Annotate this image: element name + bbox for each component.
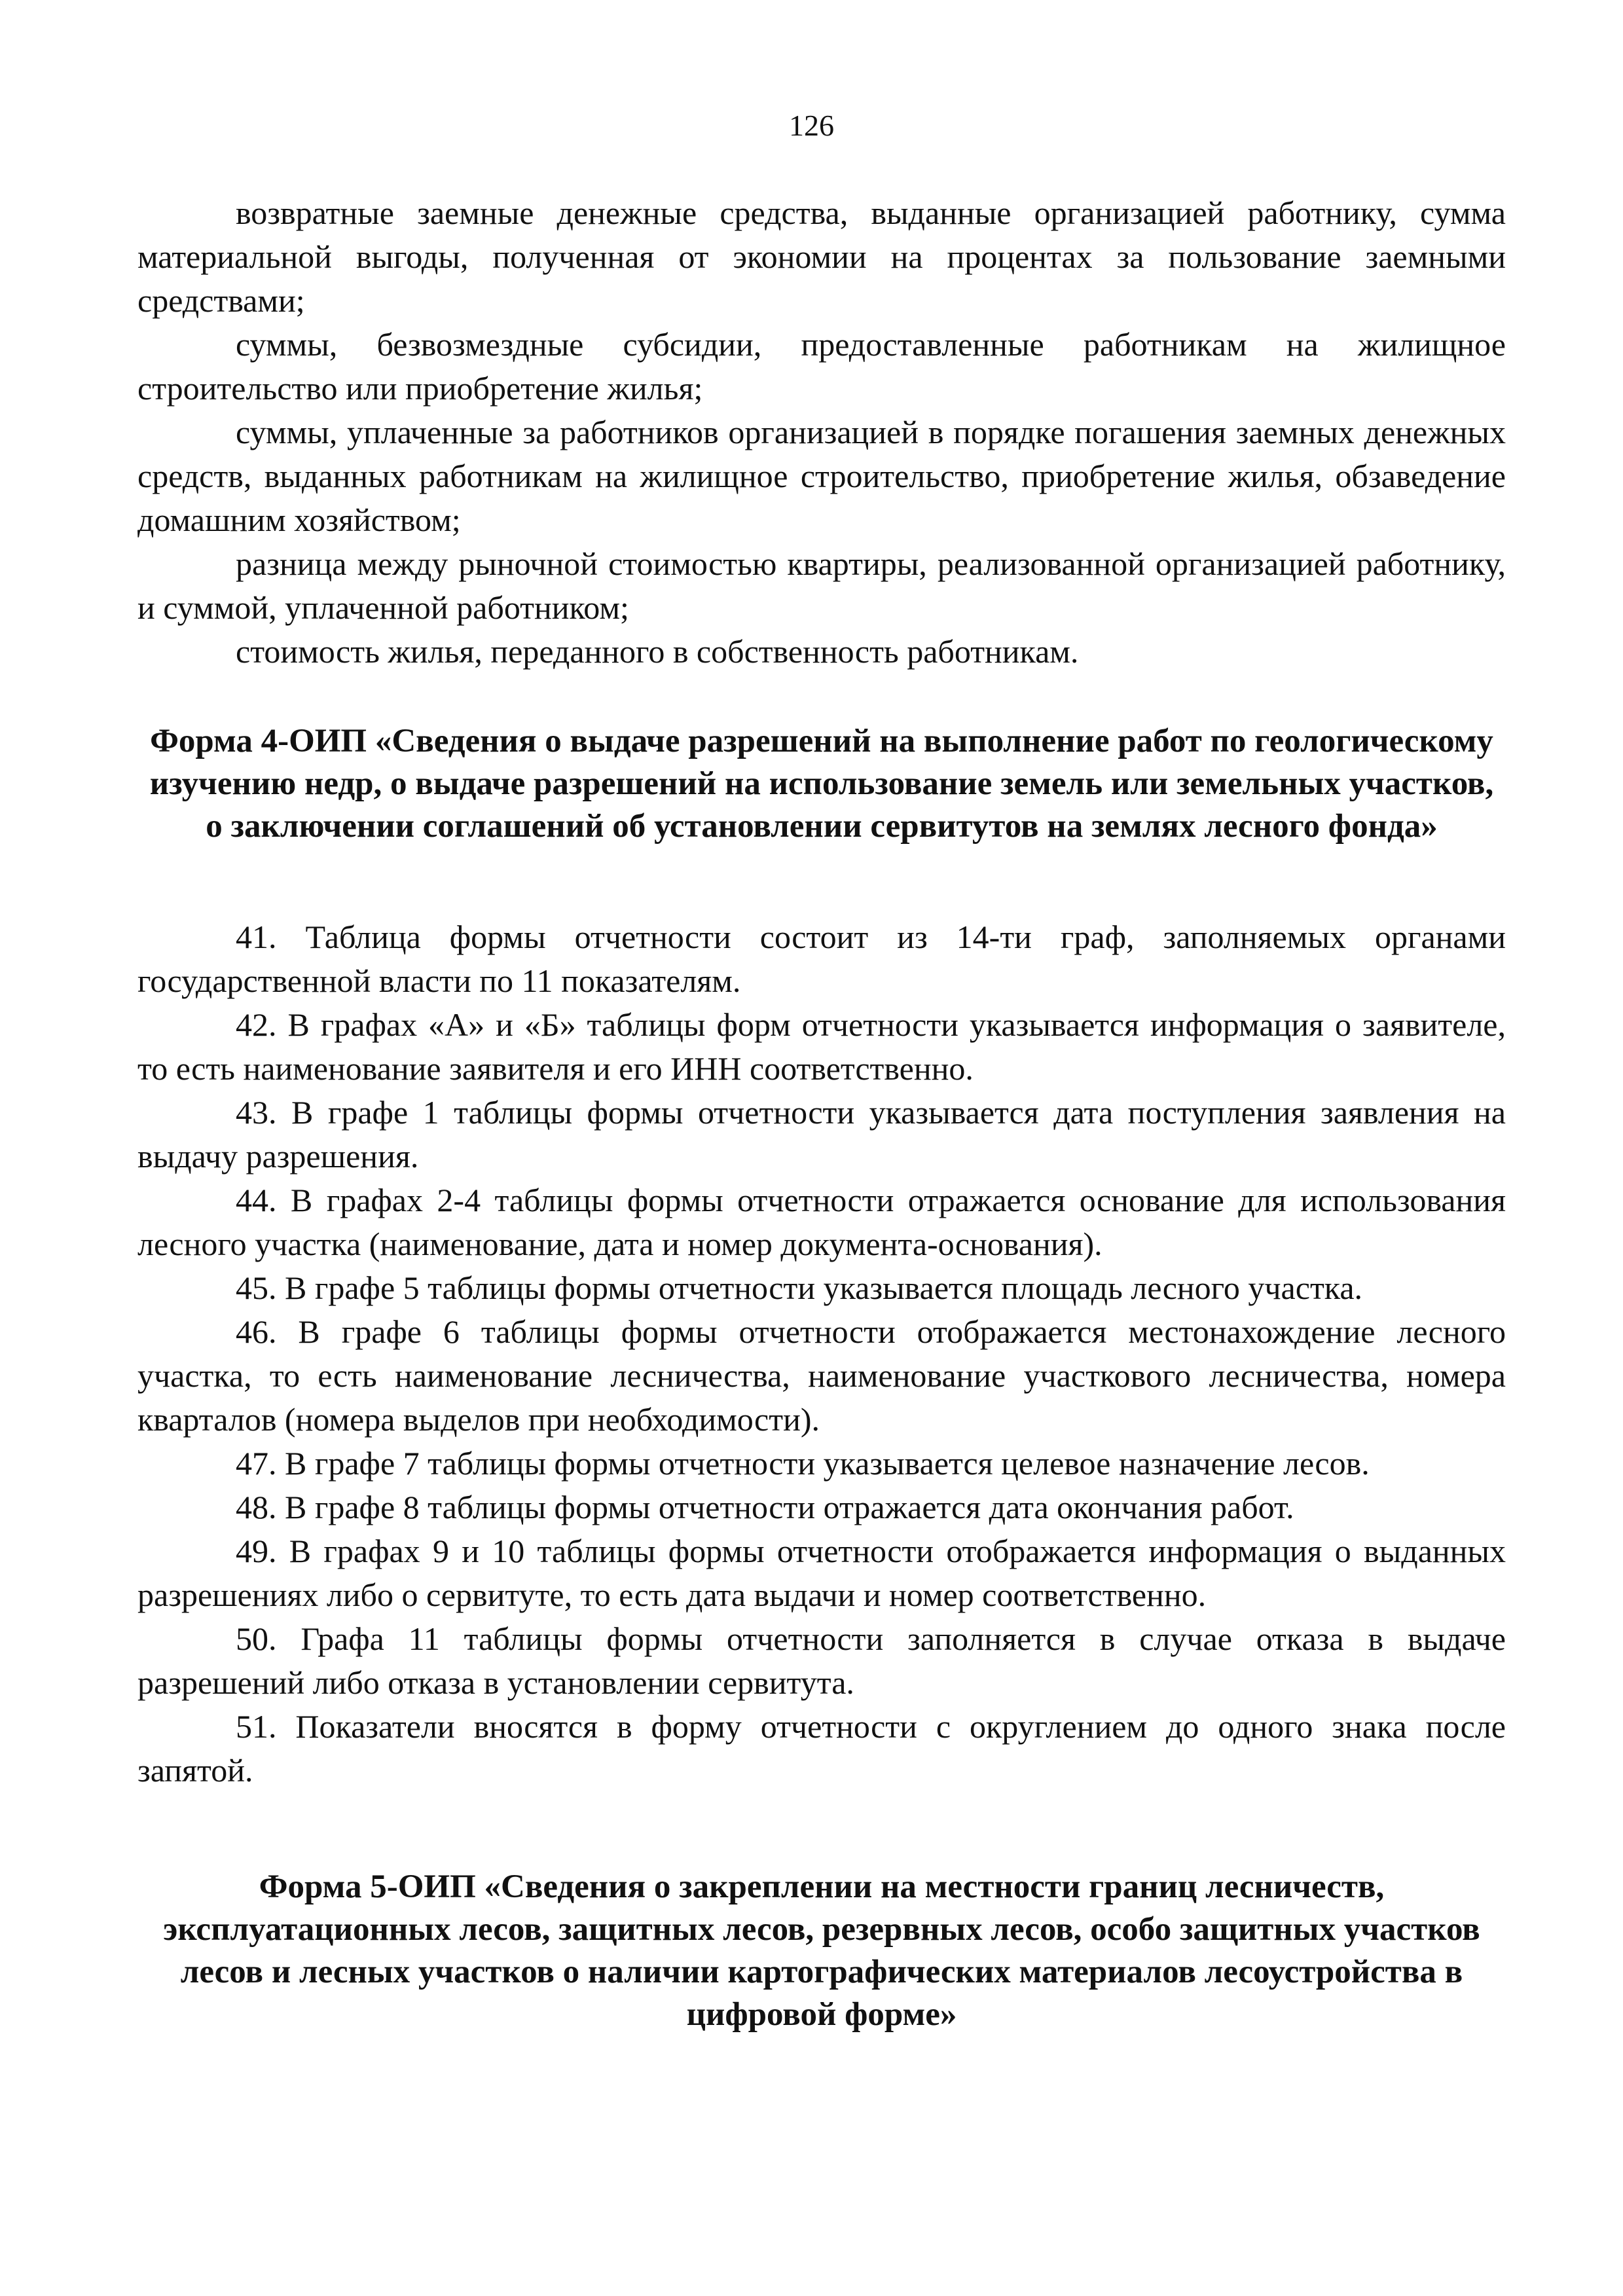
numbered-paragraph: 46. В графе 6 таблицы формы отчетности отображается местонахождение лесного участка, то есть наименование лесничества, наименование участкового лесничества, номера кварталов (номера выделов при необходимости).	[137, 1313, 1506, 1438]
form-4-heading: Форма 4-ОИП «Сведения о выдаче разрешений на выполнение работ по геологическому изучению недр, о выдаче разрешений на использование земель или земельных участков, о заключении соглашений об установлении сервитутов на землях лесного фонда»	[149, 723, 1494, 845]
numbered-paragraph: 43. В графе 1 таблицы формы отчетности указывается дата поступления заявления на выдачу разрешения.	[137, 1094, 1506, 1175]
form-4-text-block	[137, 915, 1506, 1793]
numbered-paragraph: 42. В графах «А» и «Б» таблицы форм отчетности указывается информация о заявителе, то есть наименование заявителя и его ИНН соответственно.	[137, 1006, 1506, 1087]
paragraph: суммы, безвозмездные субсидии, предоставленные работникам на жилищное строительство или приобретение жилья;	[137, 326, 1506, 407]
numbered-paragraph: 44. В графах 2-4 таблицы формы отчетности отражается основание для использования лесного участка (наименование, дата и номер документа-основания).	[137, 1182, 1506, 1262]
numbered-paragraph: 50. Графа 11 таблицы формы отчетности заполняется в случае отказа в выдаче разрешений либо отказа в установлении сервитута.	[137, 1620, 1506, 1701]
intro-text-block	[137, 191, 1506, 674]
paragraph: разница между рыночной стоимостью квартиры, реализованной организацией работнику, и суммой, уплаченной работником;	[137, 545, 1506, 626]
numbered-paragraph: 45. В графе 5 таблицы формы отчетности указывается площадь лесного участка.	[236, 1269, 1363, 1306]
form-5-heading: Форма 5-ОИП «Сведения о закреплении на местности границ лесничеств, эксплуатационных лесов, защитных лесов, резервных лесов, особо защитных участков лесов и лесных участков о наличии картографических материалов лесоустройства в цифровой форме»	[163, 1868, 1480, 2033]
numbered-paragraph: 51. Показатели вносятся в форму отчетности с округлением до одного знака после запятой.	[137, 1708, 1506, 1789]
paragraph: суммы, уплаченные за работников организацией в порядке погашения заемных денежных средств, выданных работникам на жилищное строительство, приобретение жилья, обзаведение домашним хозяйством;	[137, 414, 1506, 538]
paragraph: возвратные заемные денежные средства, выданные организацией работнику, сумма материальной выгоды, полученная от экономии на процентах за пользование заемными средствами;	[137, 194, 1506, 319]
page-number: 126	[789, 109, 834, 142]
numbered-paragraph: 41. Таблица формы отчетности состоит из 14-ти граф, заполняемых органами государственной власти по 11 показателям.	[137, 919, 1506, 999]
paragraph: стоимость жилья, переданного в собственность работникам.	[236, 633, 1079, 670]
numbered-paragraph: 49. В графах 9 и 10 таблицы формы отчетности отображается информация о выданных разрешениях либо о сервитуте, то есть дата выдачи и номер соответственно.	[137, 1533, 1506, 1613]
numbered-paragraph: 47. В графе 7 таблицы формы отчетности указывается целевое назначение лесов.	[236, 1445, 1370, 1482]
numbered-paragraph: 48. В графе 8 таблицы формы отчетности отражается дата окончания работ.	[236, 1489, 1294, 1525]
